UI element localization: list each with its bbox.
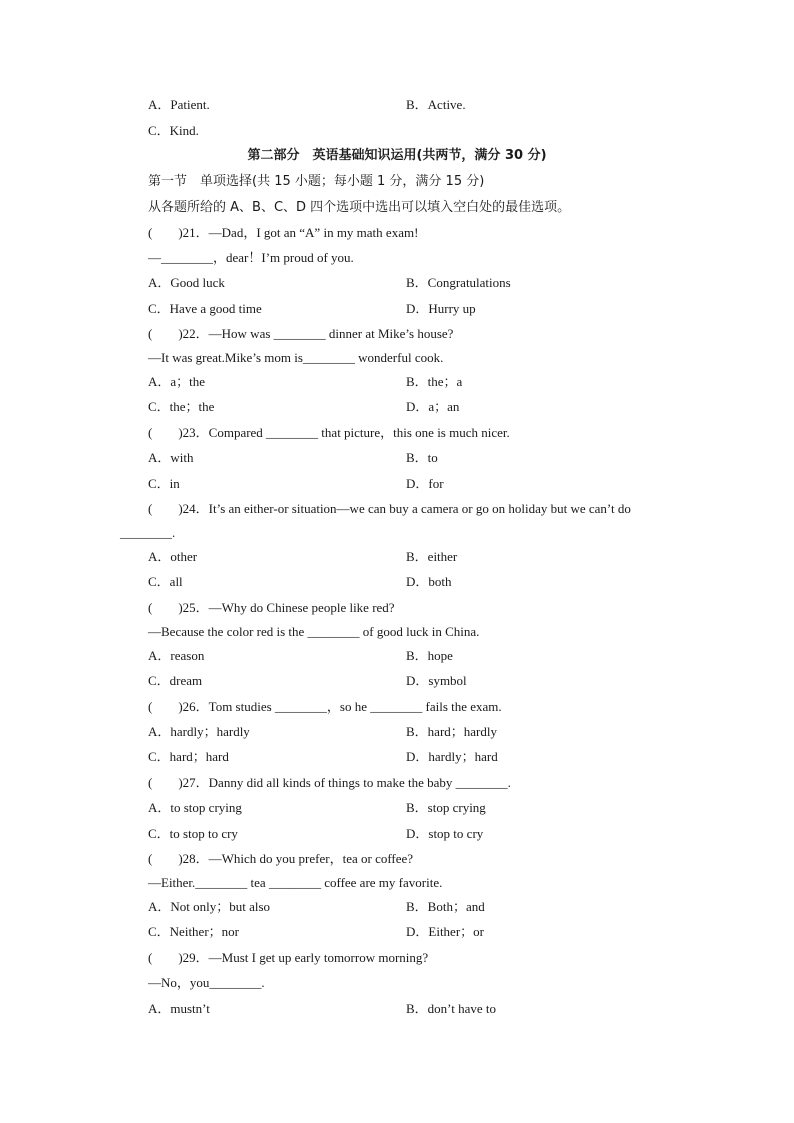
q28-option-a: A．Not only；but also bbox=[148, 899, 271, 914]
question-21-reply: —________，dear！I’m proud of you. bbox=[148, 250, 354, 265]
q27-option-b: B．stop crying bbox=[406, 800, 486, 815]
q24-option-c: C．all bbox=[148, 574, 183, 589]
q27-option-a: A．to stop crying bbox=[148, 800, 242, 815]
q24-option-b: B．either bbox=[406, 549, 458, 564]
question-28: ( )28．—Which do you prefer，tea or coffee? bbox=[148, 851, 414, 866]
q22-option-d: D．a；an bbox=[406, 399, 460, 414]
q29-option-a: A．mustn’t bbox=[148, 1001, 210, 1016]
q21-option-c: C．Have a good time bbox=[148, 301, 262, 316]
q25-option-a: A．reason bbox=[148, 648, 205, 663]
question-22-reply: —It was great.Mike’s mom is________ wonderful cook. bbox=[148, 350, 444, 365]
q28-option-c: C．Neither；nor bbox=[148, 924, 239, 939]
question-21: ( )21．—Dad，I got an “A” in my math exam! bbox=[148, 225, 419, 240]
question-24: ( )24．It’s an either-or situation—we can buy a camera or go on holiday but we can’t do bbox=[148, 501, 631, 516]
question-29-reply: —No，you________. bbox=[148, 975, 265, 990]
q26-option-a: A．hardly；hardly bbox=[148, 724, 250, 739]
option-c-kind: C．Kind. bbox=[148, 123, 199, 138]
q23-option-c: C．in bbox=[148, 476, 180, 491]
question-29: ( )29．—Must I get up early tomorrow morning? bbox=[148, 950, 429, 965]
q28-option-d: D．Either；or bbox=[406, 924, 484, 939]
question-25: ( )25．—Why do Chinese people like red? bbox=[148, 600, 395, 615]
option-b-active: B．Active. bbox=[406, 97, 466, 112]
q21-option-b: B．Congratulations bbox=[406, 275, 511, 290]
q24-option-a: A．other bbox=[148, 549, 198, 564]
q23-option-d: D．for bbox=[406, 476, 444, 491]
q22-option-c: C．the；the bbox=[148, 399, 215, 414]
q21-option-a: A．Good luck bbox=[148, 275, 225, 290]
q23-option-a: A．with bbox=[148, 450, 194, 465]
question-26: ( )26．Tom studies ________，so he ________ fails the exam. bbox=[148, 699, 502, 714]
q21-option-d: D．Hurry up bbox=[406, 301, 476, 316]
question-23: ( )23．Compared ________ that picture，this one is much nicer. bbox=[148, 425, 510, 440]
q26-option-b: B．hard；hardly bbox=[406, 724, 497, 739]
q25-option-d: D．symbol bbox=[406, 673, 467, 688]
section-heading: 第二部分 英语基础知识运用(共两节，满分 30 分) bbox=[247, 148, 547, 163]
q27-option-d: D．stop to cry bbox=[406, 826, 484, 841]
q23-option-b: B．to bbox=[406, 450, 438, 465]
q25-option-b: B．hope bbox=[406, 648, 453, 663]
subsection-heading: 第一节 单项选择(共 15 小题；每小题 1 分，满分 15 分) bbox=[148, 174, 485, 189]
question-27: ( )27．Danny did all kinds of things to make the baby ________. bbox=[148, 775, 511, 790]
q24-option-d: D．both bbox=[406, 574, 452, 589]
q22-option-b: B．the；a bbox=[406, 374, 463, 389]
option-a-patient: A．Patient. bbox=[148, 97, 210, 112]
instructions: 从各题所给的 A、B、C、D 四个选项中选出可以填入空白处的最佳选项。 bbox=[148, 200, 571, 215]
q25-option-c: C．dream bbox=[148, 673, 203, 688]
q26-option-d: D．hardly；hard bbox=[406, 749, 498, 764]
question-22: ( )22．—How was ________ dinner at Mike’s house? bbox=[148, 326, 454, 341]
q28-option-b: B．Both；and bbox=[406, 899, 485, 914]
q29-option-b: B．don’t have to bbox=[406, 1001, 497, 1016]
q27-option-c: C．to stop to cry bbox=[148, 826, 238, 841]
q22-option-a: A．a；the bbox=[148, 374, 206, 389]
question-25-reply: —Because the color red is the ________ of good luck in China. bbox=[148, 624, 480, 639]
q26-option-c: C．hard；hard bbox=[148, 749, 229, 764]
question-28-reply: —Either.________ tea ________ coffee are my favorite. bbox=[148, 875, 443, 890]
question-24-continued: ________. bbox=[120, 525, 176, 540]
